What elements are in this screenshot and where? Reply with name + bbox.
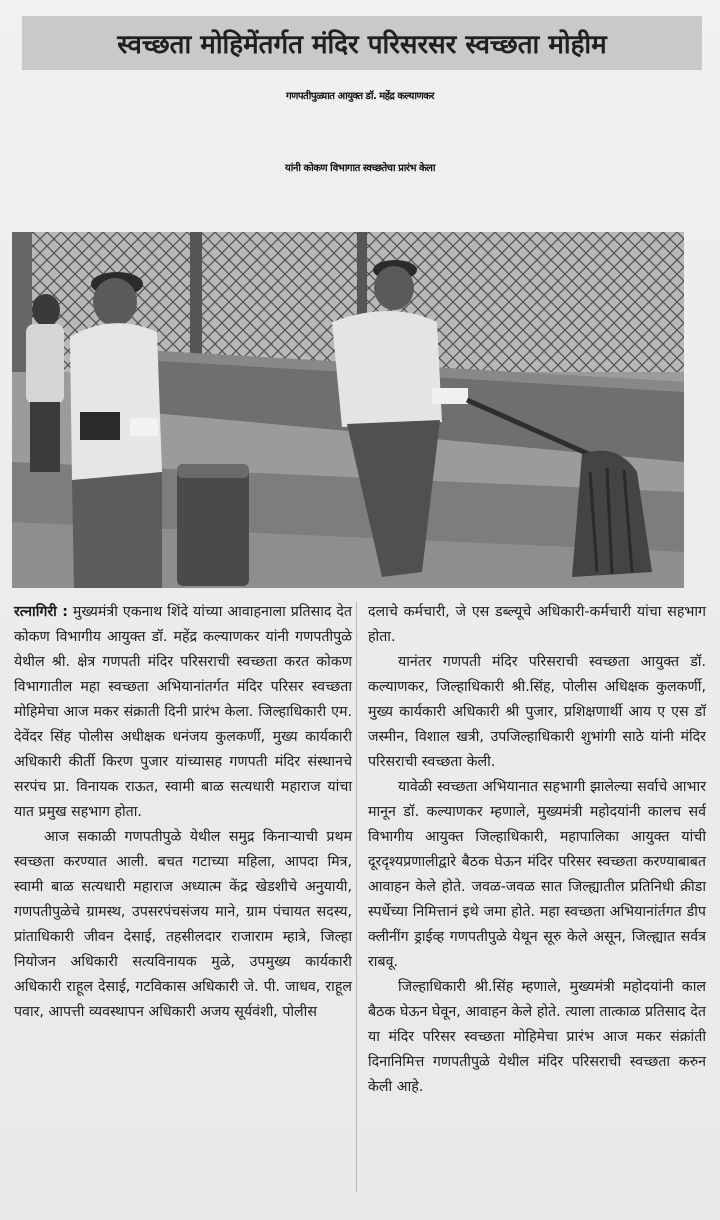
column-divider [356, 602, 357, 1192]
article-paragraph-3: दलाचे कर्मचारी, जे एस डब्ल्यूचे अधिकारी-कर्मचारी यांचा सहभाग होता. [368, 604, 706, 645]
article-paragraph-4: यानंतर गणपती मंदिर परिसराची स्वच्छता आयुक्त डॉ. कल्याणकर, जिल्हाधिकारी श्री.सिंह, पोलीस अधिक्षक कुलकर्णी, मुख्य कार्यकारी अधिकारी श्री पुजार, प्रशिक्षणार्थी आय ए एस डॉ जस्मीन, विशाल खत्री, उपजिल्हाधिकारी शुभांगी साठे यांनी मंदिर परिसराची स्वच्छता केली. [368, 654, 706, 770]
kicker-banner [22, 16, 702, 70]
kicker-text: स्वच्छता मोहिमेंतर्गत मंदिर परिसरसर स्वच्छता मोहीम [117, 30, 607, 60]
article-paragraph-1 [14, 600, 352, 825]
headline-line-1: गणपतीपुळ्यात आयुक्त डॉ. महेंद्र कल्याणकर [286, 91, 434, 102]
article-paragraph-1-text: मुख्यमंत्री एकनाथ शिंदे यांच्या आवाहनाला प्रतिसाद देत कोकण विभागीय आयुक्त डॉ. महेंद्र कल्याणकर यांनी गणपतीपुळे येथील श्री. क्षेत्र गणपती मंदिर परिसराची स्वच्छता करत कोकण विभागातील महा स्वच्छता अभियानांतर्गत मंदिर परिसर स्वच्छता मोहिमेचा आज मकर संक्राती दिनी प्रारंभ केला. जिल्हाधिकारी एम. देवेंदर सिंह पोलीस अधीक्षक धनंजय कुलकर्णी, मुख्य कार्यकारी अधिकारी कीर्ती किरण पुजार यांच्यासह गणपती मंदिर संस्थानचे सरपंच प्रा. विनायक राऊत, स्वामी बाळ सत्यधारी महाराज यांचा यात प्रमुख सहभाग होता. [14, 604, 352, 820]
article-paragraph-2: आज सकाळी गणपतीपुळे येथील समुद्र किनाऱ्याची प्रथम स्वच्छता करण्यात आली. बचत गटाच्या महिला, आपदा मित्र, स्वामी बाळ सत्यधारी महाराज अध्यात्म केंद्र खेडशीचे अनुयायी, गणपतीपुळेचे ग्रामस्थ, उपसरपंचसंजय माने, ग्राम पंचायत सदस्य, प्रांताधिकारी जीवन देसाई, तहसीलदार राजाराम म्हात्रे, जिल्हा नियोजन अधिकारी सत्यविनायक मुळे, उपमुख्य कार्यकारी अधिकारी राहूल देसाई, गटविकास अधिकारी जे. पी. जाधव, राहूल पवार, आपत्ती व्यवस्थापन अधिकारी अजय सूर्यवंशी, पोलीस [14, 829, 352, 1020]
article-column-left [14, 600, 352, 1025]
photo-cleaning-drive-illustration [12, 232, 684, 588]
headline-line-2: यांनी कोकण विभागात स्वच्छतेचा प्रारंभ केला [284, 163, 436, 174]
article-paragraph-5: यावेळी स्वच्छता अभियानात सहभागी झालेल्या सर्वाचे आभार मानून डॉ. कल्याणकर म्हणाले, मुख्यमंत्री महोदयांनी कालच सर्व विभागीय आयुक्त जिल्हाधिकारी, महापालिका आयुक्त यांची दूरदृश्यप्रणालीद्वारे बैठक घेऊन मंदिर परिसर स्वच्छता करण्याबाबत आवाहन केले होते. जवळ-जवळ सात जिल्ह्यातील प्रतिनिधी क्रीडा स्पर्धेच्या निमित्तानं इथे जमा होते. महा स्वच्छता अभियानांर्तगत डीप क्लीनींग ड्राईव्ह गणपतीपुळे येथून सूरु केले असून, जिल्ह्यात सर्वत्र राबवू. [368, 779, 706, 970]
dateline: रत्नागिरी : [14, 604, 68, 620]
news-photo [12, 232, 684, 588]
article-column-right [368, 600, 706, 1100]
article-paragraph-6: जिल्हाधिकारी श्री.सिंह म्हणाले, मुख्यमंत्री महोदयांनी काल बैठक घेऊन घेवून, आवाहन केले होते. त्याला तात्काळ प्रतिसाद देत या मंदिर परिसर स्वच्छता मोहिमेचा प्रारंभ आज मकर संक्रांती दिनानिमित्त गणपतीपुळे येथील मंदिर परिसराची स्वच्छता करुन केली आहे. [368, 979, 706, 1095]
